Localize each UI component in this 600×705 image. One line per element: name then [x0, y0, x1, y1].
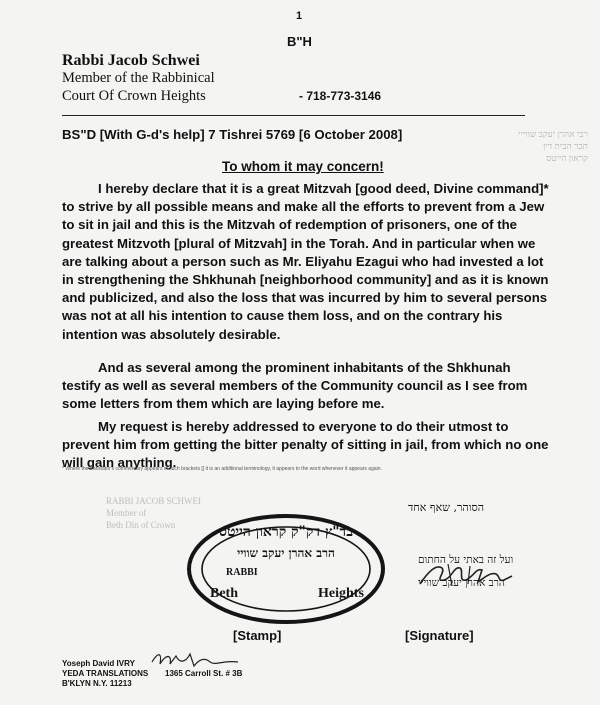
translator-footnote: * Where the translator's commentary appears in such brackets [] it is an additional terminology, it appears to the word whenever it appears again. [62, 466, 382, 472]
show-through-text: רבי אהרן יעקב שווייי חבר הבית דין קראון הייטס [518, 129, 588, 163]
letterhead-name: Rabbi Jacob Schwei [62, 52, 200, 69]
seal-inner-hebrew: הרב אהרן יעקב שוויי [237, 546, 335, 560]
translator-company: YEDA TRANSLATIONS [62, 669, 149, 678]
translator-address: 1365 Carroll St. # 3B [165, 669, 243, 678]
hebrew-signer-name: הרב אהרן יעקב שווייי [418, 577, 505, 589]
salutation: To whom it may concern! [222, 159, 384, 174]
seal-word-heights: Heights [318, 586, 364, 601]
hebrew-cosigner-line: הסוהר, שאף אחד [408, 501, 485, 514]
body-paragraph-1 [62, 180, 552, 344]
letterhead-phone: - 718-773-3146 [299, 89, 382, 103]
translator-signature [150, 648, 240, 670]
signature-label: [Signature] [405, 628, 474, 643]
bh-header: B"H [287, 34, 312, 49]
show-through-seal-text: RABBI JACOB SCHWEI Member of Beth Din of Crown [106, 496, 202, 530]
body-paragraph-2-text: And as several among the prominent inhabitants of the Shkhunah testify as well as several members of the Community council as I see from some letters from them which are laying before me. [62, 360, 528, 412]
page-number: 1 [296, 10, 303, 22]
letterhead-line-1: Member of the Rabbinical [62, 70, 215, 86]
body-paragraph-2 [62, 359, 552, 414]
body-paragraph-3 [62, 418, 552, 473]
date-line: BS"D [With G-d's help] 7 Tishrei 5769 [6 October 2008] [62, 127, 403, 142]
hebrew-attestation: ועל זה באתי על החתום [418, 554, 514, 566]
body-paragraph-1-text: I hereby declare that it is a great Mitzvah [good deed, Divine command]* to strive by all possible means and make all the efforts to prevent from a Jew to sit in jail and this is the Mitzvah of redemption of prisoners, one of the greatest Mitzvoth [plural of Mitzvah] in the Torah. And in particular when we are talking about a person such as Mr. Eliyahu Ezagui who had invested a lot in strengthening the Shkhunah [neighborhood community] and as it is known and publicized, and also the loss that was incurred by him to several persons was not at all his intention to cause them loss, and on the contrary his intention was absolutely desirable. [62, 181, 549, 342]
letterhead-line-2: Court Of Crown Heights [62, 88, 206, 104]
seal-outer-hebrew: בד"ץ דק"ק קראון הייטס [218, 524, 354, 540]
stamp-label: [Stamp] [233, 628, 282, 643]
translator-name: Yoseph David IVRY [62, 659, 135, 668]
body-paragraph-3-text: My request is hereby addressed to everyone to do their utmost to prevent him from getting the bitter penalty of sitting in jail, from which no one will gain anything. [62, 419, 549, 471]
seal-word-beth: Beth [210, 586, 238, 601]
translator-city: B'KLYN N.Y. 11213 [62, 679, 132, 688]
letterhead-rule [62, 115, 525, 116]
rabbinical-seal-stamp [186, 513, 386, 625]
seal-word-rabbi: RABBI [226, 567, 258, 578]
